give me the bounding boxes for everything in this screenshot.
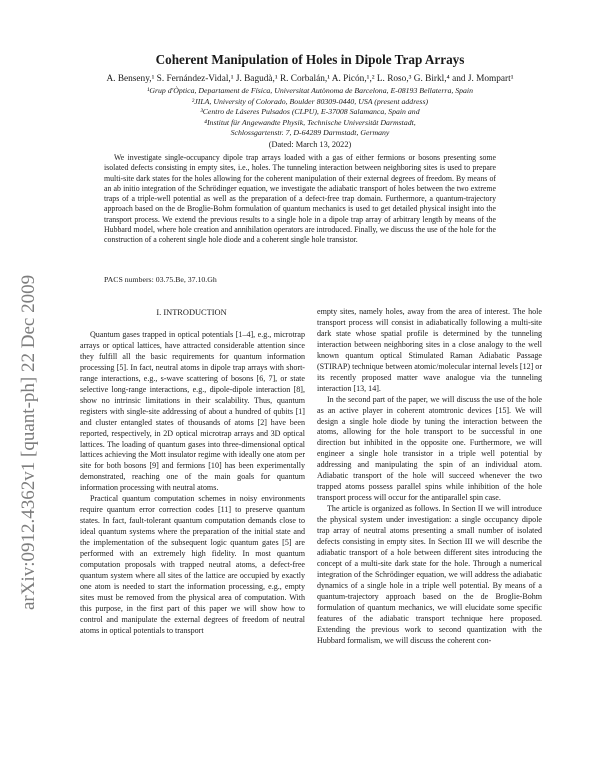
paragraph: Practical quantum computation schemes in noisy environments require quantum error correction codes [11] to preserve quantum states. In fact, fault-tolerant quantum computation demands close to ideal quantum systems where the preparation of the initial state and the implementation of the subsequent logic quantum gates [5] are performed with an extremely high fidelity. In most quantum computation proposals with trapped neutral atoms, a defect-free quantum system where all sites of the lattice are occupied by exactly one atom is needed to start the information processing, e.g., empty sites must be removed from the physical area of computation. With this purpose, in the first part of this paper we will show how to control and manipulate the external degrees of freedom of neutral atoms in optical potentials to transport <box>80 494 305 635</box>
affiliation-2: ²JILA, University of Colorado, Boulder 80309-0440, USA (present address) <box>191 96 429 106</box>
arxiv-stamp <box>4 200 48 620</box>
right-column <box>317 307 542 647</box>
left-column <box>80 330 305 637</box>
affiliation-5: Schlossgartenstr. 7, D-64289 Darmstadt, Germany <box>230 128 390 138</box>
section-heading-introduction: I. INTRODUCTION <box>156 308 227 317</box>
paper-title: Coherent Manipulation of Holes in Dipole Trap Arrays <box>155 52 465 67</box>
affiliation-4: ⁴Institut für Angewandte Physik, Technische Universität Darmstadt, <box>204 117 416 127</box>
abstract: We investigate single-occupancy dipole trap arrays loaded with a gas of either fermions or bosons presenting some isolated defects consisting in empty sites, i.e., holes. The tunneling interaction between neighboring sites is used to prepare multi-site dark states for the holes allowing for the coherent manipulation of their external degrees of freedom. By means of an ab initio integration of the Schrödinger equation, we investigate the adiabatic transport of holes between the two extreme traps of a triple-well potential as well as the preparation of a defect-free trap domain. Furthermore, a quantum-trajectory approach based on the de Broglie-Bohm formulation of quantum mechanics is used to get detailed physical insight into the transport process. We extend the previous results to a single hole in a dipole trap array of arbitrary length by means of the Hubbard model, where hole creation and annihilation operators are introduced. Finally, we discuss the use of the hole for the construction of a coherent single hole diode and a coherent single hole transistor. <box>104 153 496 245</box>
paragraph: In the second part of the paper, we will discuss the use of the hole as an active player in coherent atomtronic devices [15]. We will design a single hole diode by tuning the interaction between the atoms, allowing for the hole transport to be successful in one direction but inhibited in the opposite one. Furthermore, we will engineer a single hole transistor in a triple well potential by addressing and manipulating the spin of an individual atom. Adiabatic transport of the hole will succeed whenever the two trapped atoms possess parallel spins while inhibition of the hole transport process will occur for the antiparallel spin case. <box>317 394 542 503</box>
arxiv-id: arXiv:0912.4362v1 [quant-ph] 22 Dec 2009 <box>18 274 39 610</box>
pacs-numbers: PACS numbers: 03.75.Be, 37.10.Gh <box>104 275 217 284</box>
author-list: A. Benseny,¹ S. Fernández-Vidal,¹ J. Bagudà,¹ R. Corbalán,¹ A. Picón,¹,² L. Roso,³ G. Birkl,⁴ and J. Mompart¹ <box>106 74 514 84</box>
affiliation-3: ³Centro de Láseres Pulsados (CLPU), E-37008 Salamanca, Spain and <box>200 107 420 117</box>
affiliation-list <box>80 86 540 139</box>
date-line: (Dated: March 13, 2022) <box>268 140 352 149</box>
paragraph: Quantum gases trapped in optical potentials [1–4], e.g., microtrap arrays or optical lattices, have attracted considerable attention since they fulfill all the basic requirements for quantum information processing [5]. In fact, neutral atoms in dipole trap arrays with short-range interactions, e.g., s-wave scattering of bosons [6, 7], or state selective long-range interactions, e.g., dipole-dipole interaction [8], show no intrinsic limitations in their scalability. Thus, quantum registers with single-site addressing of about a hundred of qubits [1] and cluster entangled states of thousands of atoms [2] have been reported, respectively, in 2D optical microtrap arrays and 3D optical lattices. The loading of quantum gases into three-dimensional optical lattices achieving the Mott insulator regime with ideally one atom per site for both bosons [9] and fermions [10] has been experimentally demonstrated, reaching one of the main goals for quantum information processing with neutral atoms. <box>80 330 305 493</box>
paragraph: empty sites, namely holes, away from the area of interest. The hole transport process will consist in adiabatically following a multi-site dark state whose spatial profile is determined by the tunneling interaction between neighboring sites in a close analogy to the well known quantum optical Stimulated Raman Adiabatic Passage (STIRAP) technique between atomic/molecular internal levels [12] or its recently proposed matter wave analogue via the tunneling interaction [13, 14]. <box>317 307 543 393</box>
affiliation-1: ¹Grup d'Òptica, Departament de Física, Universitat Autònoma de Barcelona, E-08193 Bellaterra, Spain <box>146 86 473 95</box>
paragraph: The article is organized as follows. In Section II we will introduce the physical system under investigation: a single occupancy dipole trap array of neutral atoms presenting a small number of isolated defects consisting in empty sites. In Section III we will describe the adiabatic transport of a hole between different sites introducing the concept of a multi-site dark state for the hole. Through a numerical integration of the Schrödinger equation, we will address the adiabatic dynamics of a single hole in a triple well potential. By means of a quantum-trajectory approach based on the de Broglie-Bohm formulation of quantum mechanics, we will elucidate some specific features of the adiabatic transport technique here proposed. Extending the previous work to second quantization with the Hubbard formalism, we will discuss the coherent con- <box>317 504 542 645</box>
